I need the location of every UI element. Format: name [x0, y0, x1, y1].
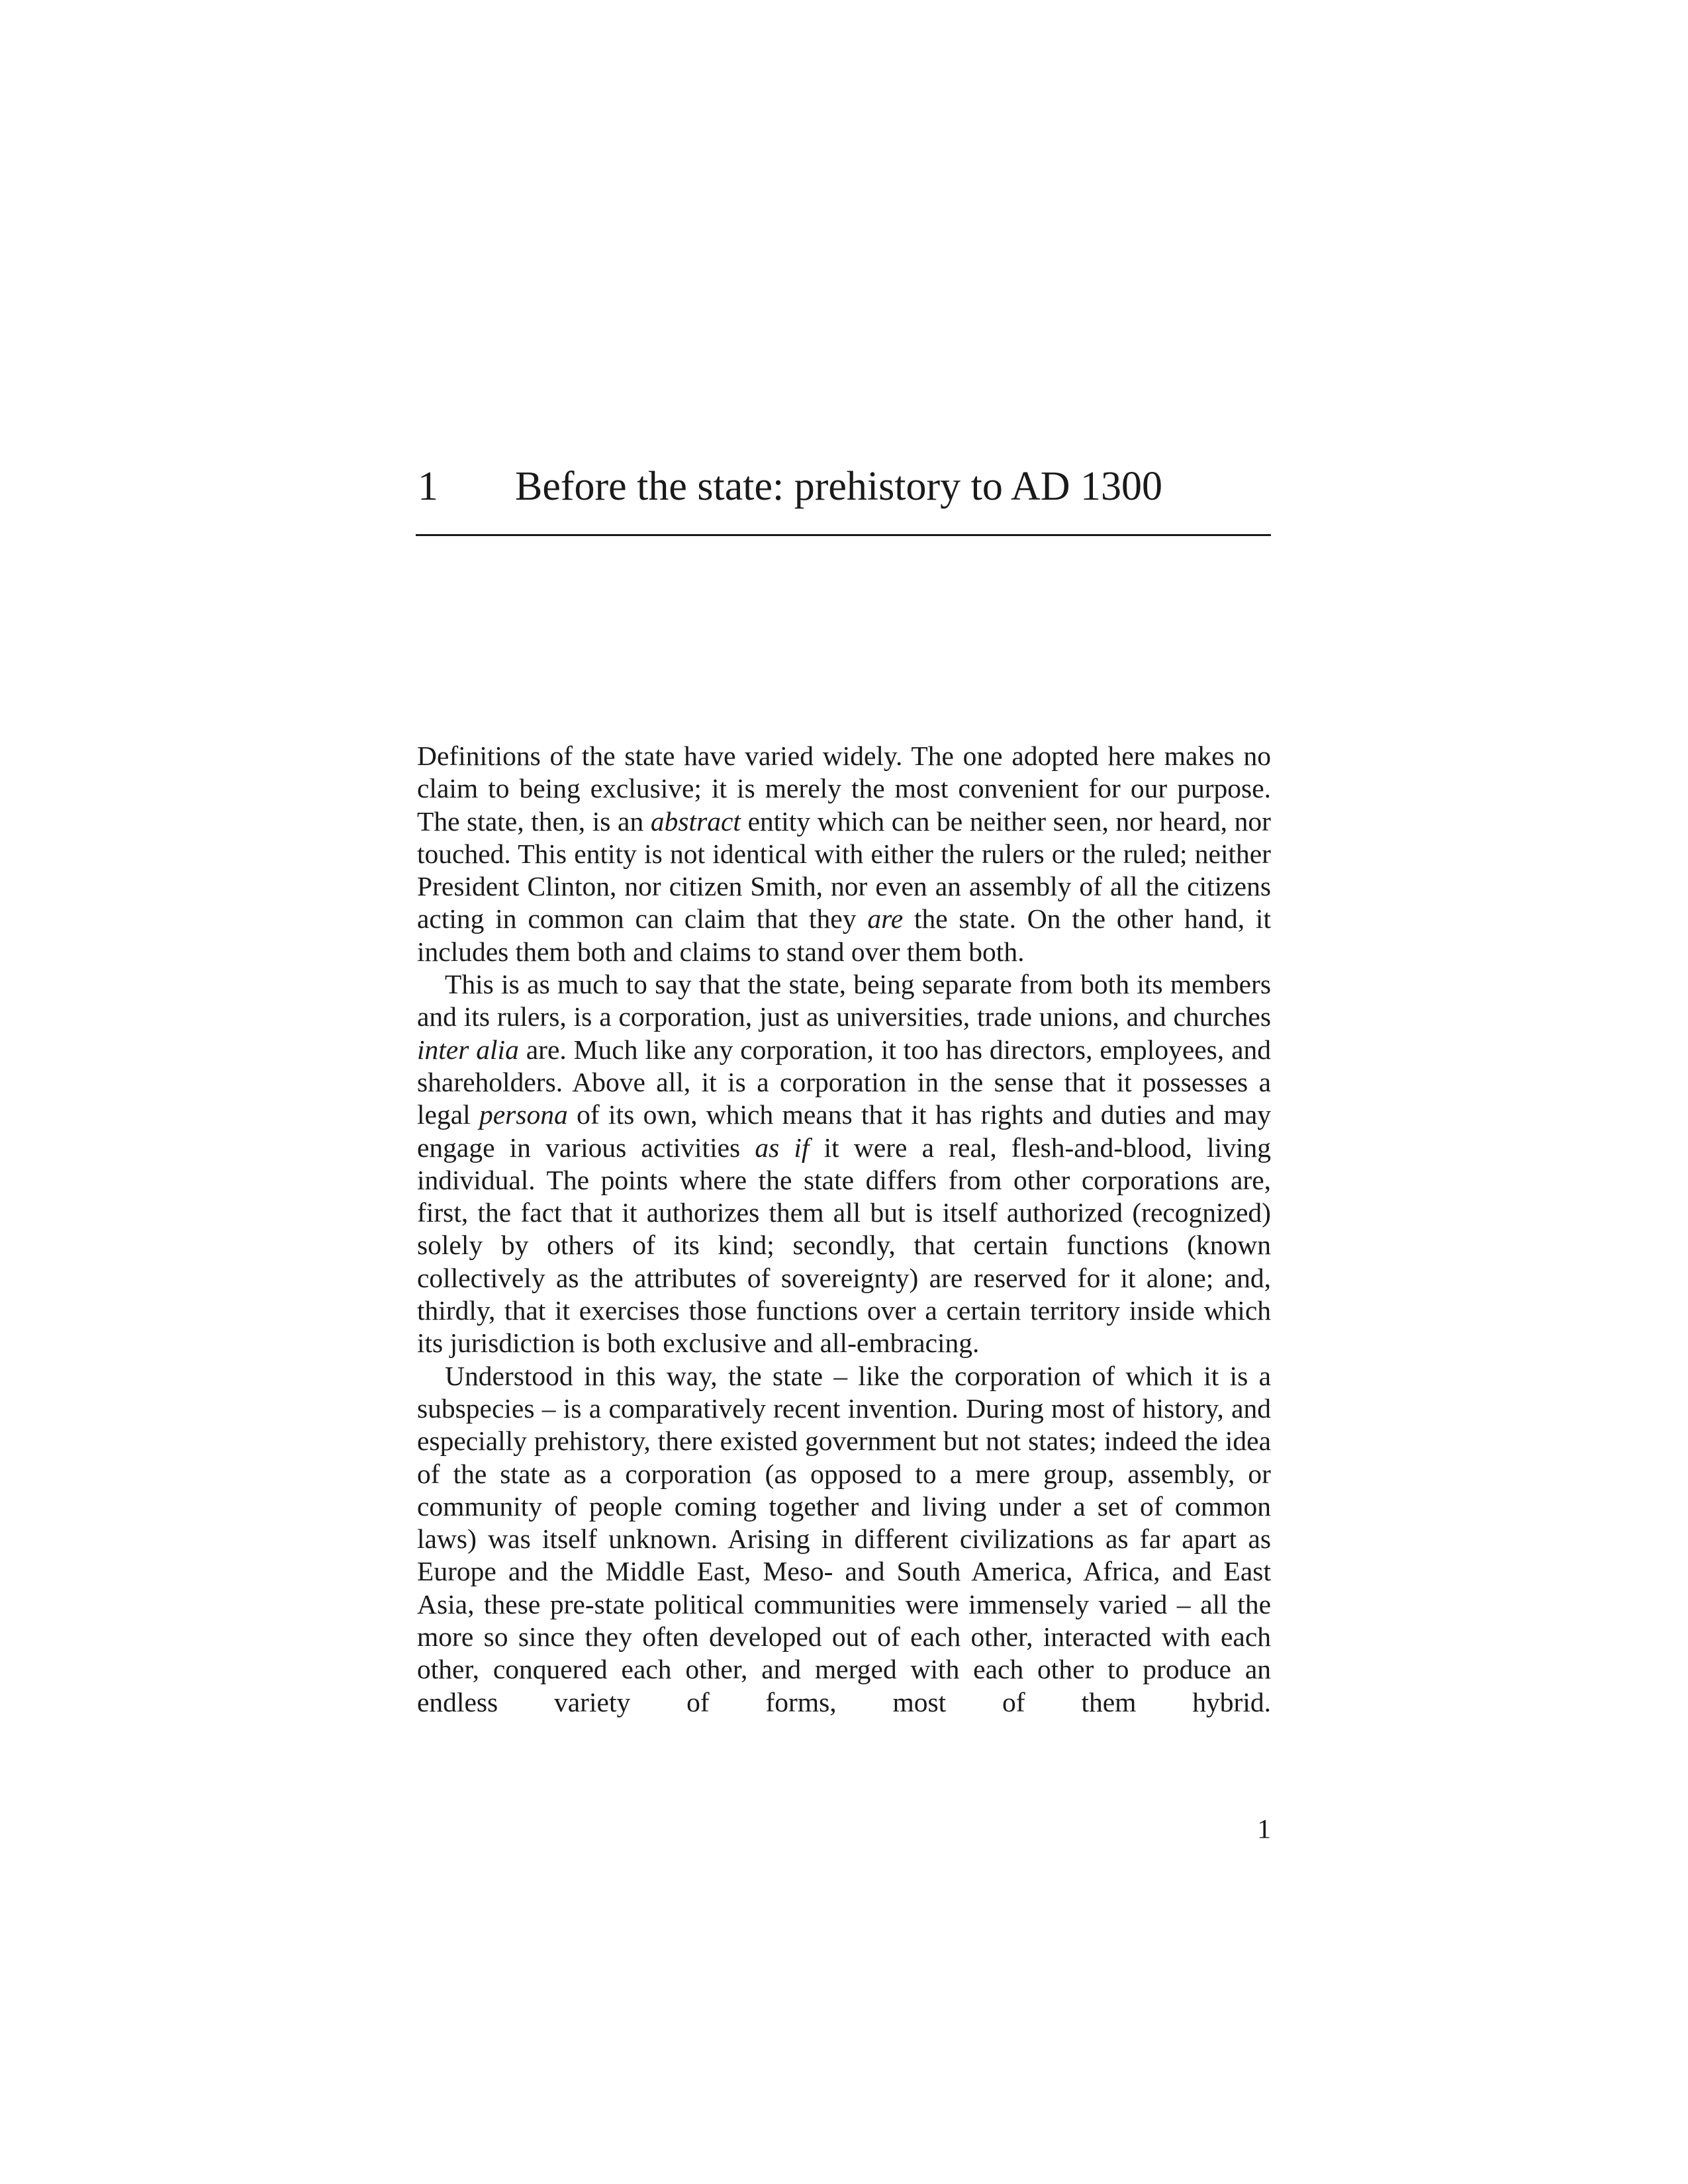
text-run: Understood in this way, the state – like the corporation of which it is a subspecies – is a comparatively recent invention. During most of history, and especially prehistory, there existed government but not states; indeed the idea of the state as a corporation (as opposed to a mere group, assembly, or community of people coming together and living under a set of common laws) was itself unknown. Arising in different civilizations as far apart as Europe and the Middle East, Meso- and South America, Africa, and East Asia, these pre-state political communities were immensely varied – all the more so since they often developed out of each other, interacted with each other, conquered each other, and merged with each other to produce an endless variety of forms, most of them hybrid.: [417, 1360, 1271, 1717]
chapter-heading: [416, 463, 1271, 536]
italic-term: inter alia: [417, 1034, 519, 1065]
chapter-title: Before the state: prehistory to AD 1300: [515, 464, 1163, 509]
text-run: it were a real, flesh-and-blood, living individual. The points where the state differs from other corporations are, first, the fact that it authorizes them all but is itself authorized (recognized) solely by others of its kind; secondly, that certain functions (known collectively as the attributes of sovereignty) are reserved for it alone; and, thirdly, that it exercises those functions over a certain territory inside which its jurisdiction is both exclusive and all-embracing.: [417, 1132, 1271, 1359]
text-run: entity which can be neither seen, nor heard, nor touched. This entity is not identical with either the rulers or the ruled; neither President Clinton, nor citizen Smith, nor even an assembly of all the citizens acting in common can claim that they: [417, 805, 1271, 934]
italic-term: persona: [479, 1099, 568, 1130]
italic-term: are: [867, 903, 904, 934]
paragraph-recent-invention: [417, 1360, 1271, 1719]
body-text: [417, 740, 1271, 1719]
text-run: Definitions of the state have varied widely. The one adopted here makes no claim to being exclusive; it is merely the most convenient for our purpose. The state, then, is an: [417, 741, 1271, 837]
italic-term: abstract: [650, 805, 741, 837]
paragraph-corporation: [417, 968, 1271, 1360]
italic-term: as if: [755, 1132, 810, 1163]
page-number: 1: [1257, 1813, 1271, 1844]
text-run: the state. On the other hand, it includes them both and claims to stand over them both.: [417, 903, 1271, 967]
text-run: This is as much to say that the state, being separate from both its members and its rulers, is a corporation, just as universities, trade unions, and churches: [417, 969, 1271, 1032]
text-run: of its own, which means that it has rights and duties and may engage in various activities: [417, 1099, 1272, 1163]
text-run: are. Much like any corporation, it too has directors, employees, and shareholders. Above all, it is a corporation in the sense that it possesses a legal: [417, 1034, 1271, 1130]
chapter-number: 1: [418, 464, 438, 509]
paragraph-definition: [417, 740, 1271, 968]
